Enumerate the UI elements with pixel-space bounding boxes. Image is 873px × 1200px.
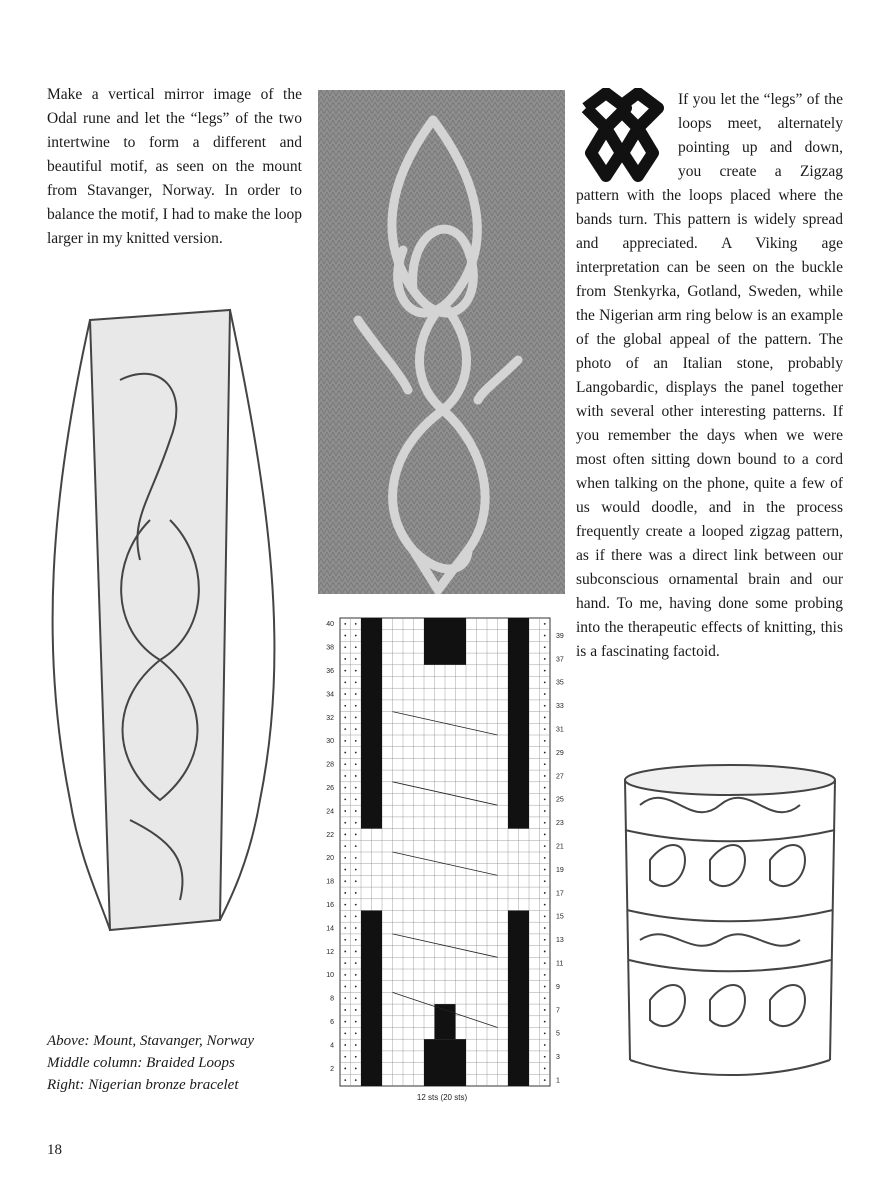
chart-row-label: 8	[330, 995, 334, 1003]
chart-stitch-count-label: 12 sts (20 sts)	[416, 1093, 468, 1102]
chart-row-label: 34	[326, 691, 334, 699]
chart-purl-dot	[355, 775, 357, 777]
chart-row-label: 37	[556, 656, 564, 664]
chart-no-stitch-block	[424, 618, 466, 665]
chart-row-label: 3	[556, 1054, 560, 1062]
chart-purl-dot	[544, 834, 546, 836]
chart-purl-dot	[344, 623, 346, 625]
chart-purl-dot	[355, 1032, 357, 1034]
chart-row-label: 18	[326, 878, 334, 886]
chart-purl-dot	[544, 693, 546, 695]
chart-row-label: 36	[326, 667, 334, 675]
chart-no-stitch-block	[424, 1039, 466, 1086]
chart-purl-dot	[344, 904, 346, 906]
chart-purl-dot	[355, 752, 357, 754]
chart-purl-dot	[355, 997, 357, 999]
chart-purl-dot	[355, 763, 357, 765]
chart-purl-dot	[544, 1009, 546, 1011]
chart-row-label: 19	[556, 866, 564, 874]
chart-purl-dot	[544, 997, 546, 999]
chart-row-label: 30	[326, 738, 334, 746]
chart-row-label: 15	[556, 913, 564, 921]
chart-purl-dot	[344, 763, 346, 765]
chart-row-label: 5	[556, 1030, 560, 1038]
chart-row-label: 23	[556, 820, 564, 828]
chart-purl-dot	[344, 681, 346, 683]
chart-purl-dot	[344, 646, 346, 648]
chart-purl-dot	[544, 845, 546, 847]
chart-purl-dot	[544, 927, 546, 929]
page-number: 18	[47, 1142, 62, 1158]
chart-purl-dot	[344, 810, 346, 812]
chart-no-stitch-block	[361, 618, 382, 829]
chart-purl-dot	[355, 810, 357, 812]
chart-purl-dot	[344, 775, 346, 777]
chart-purl-dot	[355, 1009, 357, 1011]
chart-purl-dot	[344, 1032, 346, 1034]
chart-purl-dot	[544, 939, 546, 941]
chart-purl-dot	[544, 798, 546, 800]
chart-purl-dot	[355, 1068, 357, 1070]
chart-purl-dot	[355, 962, 357, 964]
chart-purl-dot	[544, 951, 546, 953]
chart-purl-dot	[344, 1079, 346, 1081]
chart-purl-dot	[355, 705, 357, 707]
chart-no-stitch-block	[435, 1004, 456, 1039]
chart-purl-dot	[544, 658, 546, 660]
caption-mount: Above: Mount, Stavanger, Norway	[47, 1033, 255, 1049]
chart-purl-dot	[544, 763, 546, 765]
zigzag-knot-icon	[576, 88, 668, 184]
chart-purl-dot	[544, 1032, 546, 1034]
chart-row-label: 1	[556, 1077, 560, 1085]
chart-purl-dot	[344, 915, 346, 917]
chart-purl-dot	[355, 822, 357, 824]
chart-purl-dot	[344, 962, 346, 964]
chart-row-label: 26	[326, 784, 334, 792]
chart-purl-dot	[344, 1068, 346, 1070]
chart-row-label: 28	[326, 761, 334, 769]
chart-purl-dot	[544, 681, 546, 683]
chart-purl-dot	[355, 646, 357, 648]
chart-purl-dot	[355, 974, 357, 976]
chart-row-label: 33	[556, 703, 564, 711]
chart-purl-dot	[355, 869, 357, 871]
chart-row-label: 11	[556, 960, 564, 968]
chart-purl-dot	[344, 927, 346, 929]
chart-row-label: 21	[556, 843, 564, 851]
chart-purl-dot	[544, 915, 546, 917]
chart-no-stitch-block	[361, 911, 382, 1087]
chart-purl-dot	[544, 857, 546, 859]
chart-purl-dot	[344, 1009, 346, 1011]
chart-purl-dot	[344, 986, 346, 988]
chart-purl-dot	[344, 670, 346, 672]
chart-row-label: 6	[330, 1018, 334, 1026]
chart-purl-dot	[344, 892, 346, 894]
chart-purl-dot	[355, 798, 357, 800]
chart-purl-dot	[544, 1044, 546, 1046]
chart-purl-dot	[344, 974, 346, 976]
chart-row-label: 14	[326, 925, 334, 933]
chart-purl-dot	[355, 986, 357, 988]
chart-purl-dot	[355, 951, 357, 953]
chart-purl-dot	[544, 974, 546, 976]
chart-row-label: 9	[556, 983, 560, 991]
chart-purl-dot	[344, 951, 346, 953]
chart-purl-dot	[544, 752, 546, 754]
mount-drawing	[30, 300, 300, 950]
chart-purl-dot	[344, 798, 346, 800]
zigzag-paragraph: If you let the “legs” of the loops meet, alternately pointing up and down, you create a Zigzag pattern with the loops placed where the bands turn. This pattern is widely spread and appreciated. A Viking age interpretation can be seen on the buckle from Stenkyrka, Gotland, Sweden, while the Nigerian arm ring below is an example of the global appeal of the pattern. The photo of an Italian stone, probably Langobardic, displays the panel together with several other interesting patterns. If you remember the days when we were most often sitting down bound to a cord when talking on the phone, quite a few of us would doodle, and in the process frequently create a looped zigzag pattern, as if there was a direct link between our subconscious ornamental brain and our hand. To me, having done some probing into the therapeutic effects of knitting, this is a fascinating factoid.	[576, 91, 843, 660]
chart-purl-dot	[544, 904, 546, 906]
chart-purl-dot	[544, 962, 546, 964]
chart-purl-dot	[355, 915, 357, 917]
chart-purl-dot	[355, 681, 357, 683]
chart-purl-dot	[544, 623, 546, 625]
chart-purl-dot	[344, 822, 346, 824]
chart-purl-dot	[355, 717, 357, 719]
chart-purl-dot	[344, 869, 346, 871]
bracelet-drawing	[610, 760, 850, 1080]
chart-row-label: 2	[330, 1065, 334, 1073]
chart-purl-dot	[544, 740, 546, 742]
chart-purl-dot	[544, 1068, 546, 1070]
chart-purl-dot	[544, 635, 546, 637]
chart-purl-dot	[544, 705, 546, 707]
chart-no-stitch-block	[508, 911, 529, 1087]
caption-bracelet: Right: Nigerian bronze bracelet	[47, 1077, 239, 1093]
chart-purl-dot	[355, 1079, 357, 1081]
chart-purl-dot	[544, 986, 546, 988]
chart-purl-dot	[355, 834, 357, 836]
chart-left-row-labels	[326, 621, 334, 1073]
chart-row-label: 35	[556, 679, 564, 687]
chart-purl-dot	[544, 810, 546, 812]
chart-no-stitch-block	[508, 618, 529, 829]
chart-row-label: 17	[556, 890, 564, 898]
chart-purl-dot	[344, 787, 346, 789]
knitted-swatch-photo	[318, 90, 565, 594]
chart-row-label: 38	[326, 644, 334, 652]
chart-purl-dot	[544, 880, 546, 882]
chart-purl-dot	[344, 728, 346, 730]
chart-purl-dot	[544, 892, 546, 894]
chart-purl-dot	[355, 857, 357, 859]
chart-purl-dot	[344, 997, 346, 999]
chart-row-label: 24	[326, 808, 334, 816]
chart-purl-dot	[355, 892, 357, 894]
chart-row-label: 22	[326, 831, 334, 839]
chart-purl-dot	[344, 857, 346, 859]
chart-row-label: 13	[556, 937, 564, 945]
chart-purl-dot	[344, 752, 346, 754]
chart-purl-dot	[355, 927, 357, 929]
chart-purl-dot	[355, 787, 357, 789]
chart-purl-dot	[344, 740, 346, 742]
chart-purl-dot	[544, 646, 546, 648]
chart-purl-dot	[544, 1079, 546, 1081]
chart-right-row-labels	[556, 633, 564, 1085]
chart-row-label: 27	[556, 773, 564, 781]
chart-purl-dot	[355, 845, 357, 847]
chart-purl-dot	[544, 670, 546, 672]
chart-purl-dot	[344, 635, 346, 637]
chart-purl-dot	[344, 845, 346, 847]
chart-purl-dot	[344, 1044, 346, 1046]
chart-row-label: 32	[326, 714, 334, 722]
chart-row-label: 29	[556, 749, 564, 757]
chart-purl-dot	[355, 1044, 357, 1046]
chart-purl-dot	[544, 787, 546, 789]
chart-purl-dot	[355, 880, 357, 882]
chart-row-label: 7	[556, 1007, 560, 1015]
chart-row-label: 39	[556, 632, 564, 640]
chart-purl-dot	[344, 880, 346, 882]
chart-row-label: 16	[326, 901, 334, 909]
chart-purl-dot	[344, 1056, 346, 1058]
chart-purl-dot	[355, 728, 357, 730]
chart-purl-dot	[355, 904, 357, 906]
chart-purl-dot	[355, 1021, 357, 1023]
chart-purl-dot	[544, 1021, 546, 1023]
chart-purl-dot	[355, 635, 357, 637]
chart-purl-dot	[355, 939, 357, 941]
chart-purl-dot	[355, 693, 357, 695]
knitting-chart	[312, 615, 572, 1105]
chart-purl-dot	[544, 728, 546, 730]
chart-purl-dot	[344, 658, 346, 660]
chart-row-label: 40	[326, 621, 334, 629]
chart-purl-dot	[344, 1021, 346, 1023]
chart-purl-dot	[344, 693, 346, 695]
figure-captions	[47, 1030, 307, 1096]
chart-row-label: 12	[326, 948, 334, 956]
chart-purl-dot	[344, 939, 346, 941]
chart-purl-dot	[344, 834, 346, 836]
chart-purl-dot	[544, 822, 546, 824]
chart-purl-dot	[355, 1056, 357, 1058]
caption-middle-column: Middle column: Braided Loops	[47, 1055, 235, 1071]
chart-purl-dot	[344, 717, 346, 719]
chart-purl-dot	[544, 775, 546, 777]
chart-purl-dot	[355, 670, 357, 672]
chart-row-label: 20	[326, 855, 334, 863]
chart-purl-dot	[355, 740, 357, 742]
chart-row-label: 4	[330, 1042, 334, 1050]
chart-purl-dot	[344, 705, 346, 707]
chart-purl-dot	[355, 623, 357, 625]
chart-purl-dot	[544, 869, 546, 871]
chart-row-label: 10	[326, 972, 334, 980]
chart-row-label: 31	[556, 726, 564, 734]
chart-purl-dot	[355, 658, 357, 660]
zigzag-paragraph-block	[576, 88, 843, 664]
chart-purl-dot	[544, 1056, 546, 1058]
chart-row-label: 25	[556, 796, 564, 804]
intro-paragraph: Make a vertical mirror image of the Odal rune and let the “legs” of the two intertwine to form a different and beautiful motif, as seen on the mount from Stavanger, Norway. In order to balance the motif, I had to make the loop larger in my knitted version.	[47, 86, 302, 247]
chart-purl-dot	[544, 717, 546, 719]
